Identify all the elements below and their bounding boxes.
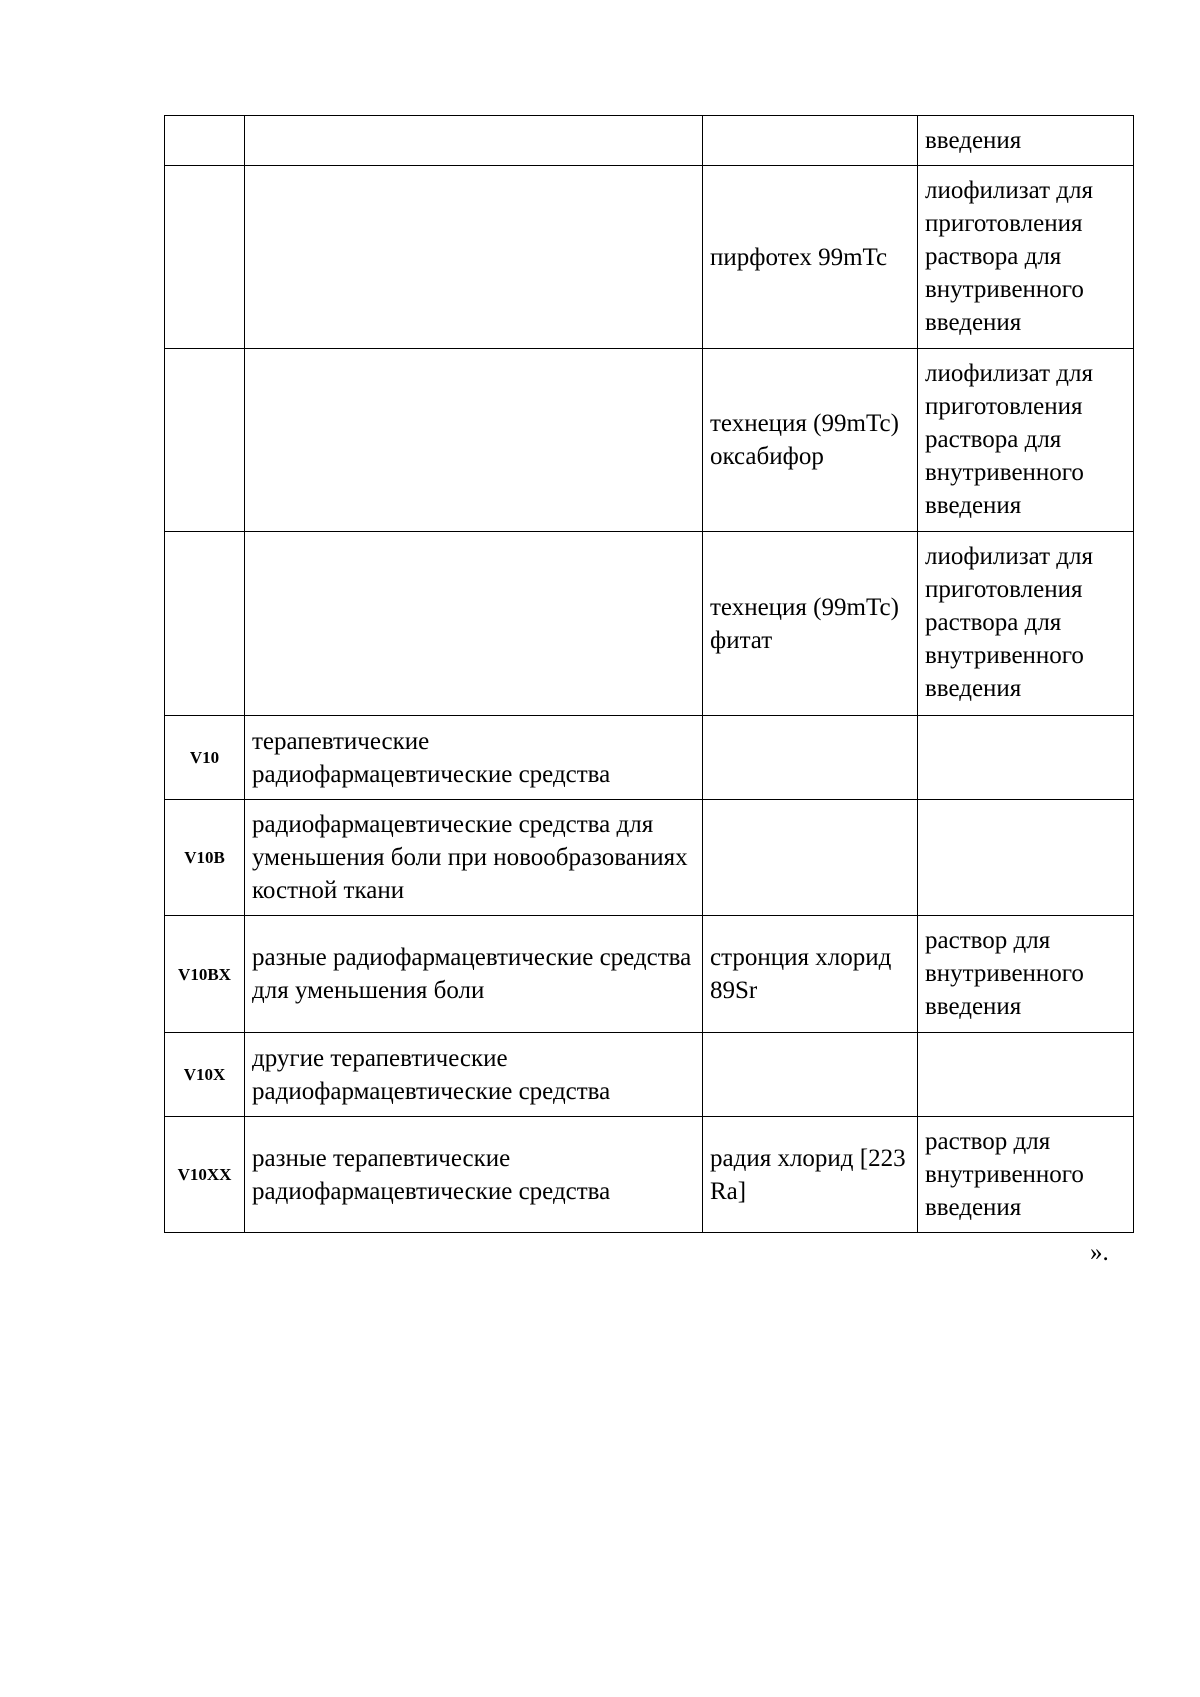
atc-code: V10XX <box>165 1117 245 1233</box>
dosage-form: лиофилизат для приготовления раствора для внутривенного введения <box>918 349 1134 532</box>
table-row <box>165 1117 1134 1233</box>
anatomical-therapeutic-group: терапевтические радиофармацевтические средства <box>245 716 703 800</box>
atc-code <box>165 349 245 532</box>
drug-name <box>703 800 918 916</box>
drug-name: технеция (99mTc) оксабифор <box>703 349 918 532</box>
anatomical-therapeutic-group <box>245 166 703 349</box>
atc-code: V10BX <box>165 916 245 1033</box>
atc-code: V10X <box>165 1033 245 1117</box>
drug-table <box>164 115 1134 1233</box>
atc-code <box>165 116 245 166</box>
atc-code: V10 <box>165 716 245 800</box>
table-row <box>165 1033 1134 1117</box>
atc-code <box>165 166 245 349</box>
drug-name <box>703 716 918 800</box>
dosage-form: введения <box>918 116 1134 166</box>
dosage-form: лиофилизат для приготовления раствора для внутривенного введения <box>918 166 1134 349</box>
drug-name <box>703 1033 918 1117</box>
table-row <box>165 532 1134 716</box>
anatomical-therapeutic-group <box>245 532 703 716</box>
anatomical-therapeutic-group: разные радиофармацевтические средства для уменьшения боли <box>245 916 703 1033</box>
drug-name <box>703 116 918 166</box>
anatomical-therapeutic-group <box>245 349 703 532</box>
table-row <box>165 166 1134 349</box>
closing-quote-mark: ». <box>1090 1239 1109 1266</box>
table-row <box>165 916 1134 1033</box>
anatomical-therapeutic-group: другие терапевтические радиофармацевтические средства <box>245 1033 703 1117</box>
anatomical-therapeutic-group: разные терапевтические радиофармацевтические средства <box>245 1117 703 1233</box>
dosage-form <box>918 716 1134 800</box>
anatomical-therapeutic-group: радиофармацевтические средства для уменьшения боли при новообразованиях костной ткани <box>245 800 703 916</box>
anatomical-therapeutic-group <box>245 116 703 166</box>
drug-name: радия хлорид [223 Ra] <box>703 1117 918 1233</box>
dosage-form <box>918 1033 1134 1117</box>
dosage-form: раствор для внутривенного введения <box>918 1117 1134 1233</box>
dosage-form: раствор для внутривенного введения <box>918 916 1134 1033</box>
atc-code <box>165 532 245 716</box>
table-row <box>165 800 1134 916</box>
table-row <box>165 716 1134 800</box>
dosage-form <box>918 800 1134 916</box>
drug-name: технеция (99mTc) фитат <box>703 532 918 716</box>
drug-name: стронция хлорид 89Sr <box>703 916 918 1033</box>
dosage-form: лиофилизат для приготовления раствора для внутривенного введения <box>918 532 1134 716</box>
drug-name: пирфотех 99mTc <box>703 166 918 349</box>
table-row <box>165 116 1134 166</box>
atc-code: V10B <box>165 800 245 916</box>
table-row <box>165 349 1134 532</box>
